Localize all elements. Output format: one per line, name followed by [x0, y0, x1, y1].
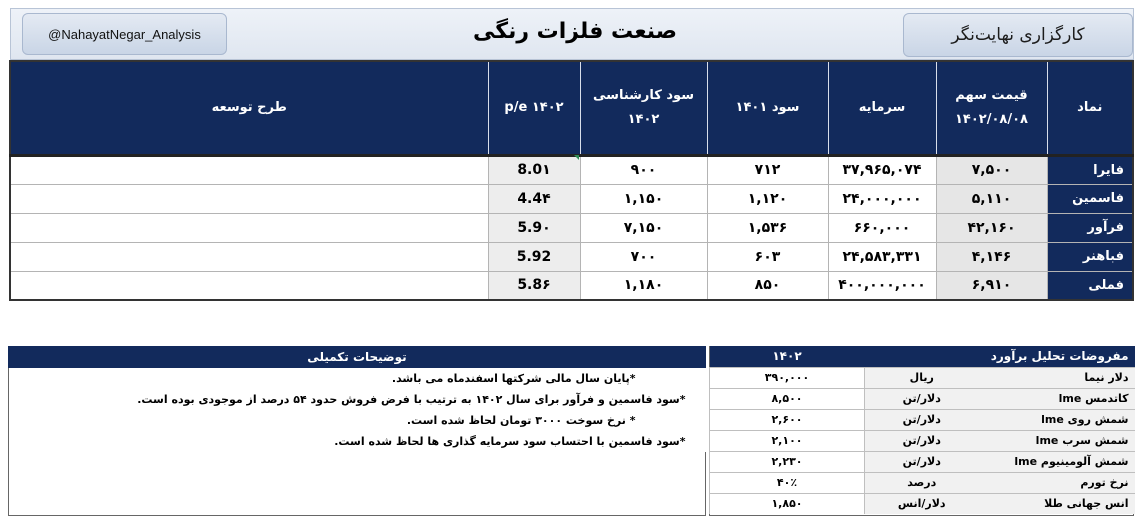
brand-badge: کارگزاری نهایت‌نگر [903, 13, 1133, 57]
table-row [10, 213, 1133, 242]
assumption-label: دلار نیما [979, 367, 1135, 388]
cell-profit-1401[interactable]: ۶۰۳ [707, 242, 828, 271]
handle-badge: @NahayatNegar_Analysis [22, 13, 227, 55]
note-item: * نرخ سوخت ۳۰۰۰ تومان لحاظ شده است. [9, 410, 706, 431]
cell-comment-marker [574, 155, 579, 160]
page-title: صنعت فلزات رنگی [473, 19, 677, 44]
cell-profit-1401[interactable]: ۱,۱۲۰ [707, 184, 828, 213]
table-row [10, 242, 1133, 271]
cell-capital[interactable]: ۲۴,۵۸۳,۳۳۱ [828, 242, 936, 271]
price-header-label: قیمت سهم [955, 87, 1028, 103]
stocks-table [9, 60, 1134, 301]
assumption-row [710, 430, 1135, 451]
cell-plan[interactable] [10, 184, 488, 213]
assumptions-title: مفروضات تحلیل برآورد [865, 346, 1135, 367]
notes-title: توضیحات تکمیلی [9, 347, 706, 368]
cell-profit-1401[interactable]: ۸۵۰ [707, 271, 828, 300]
assumption-unit: دلار/تن [865, 451, 979, 472]
assumptions-year: ۱۴۰۲ [710, 346, 865, 367]
cell-price[interactable]: ۵,۱۱۰ [936, 184, 1047, 213]
cell-expert-profit[interactable]: ۱,۱۸۰ [580, 271, 707, 300]
cell-profit-1401[interactable]: ۱,۵۳۶ [707, 213, 828, 242]
assumption-unit: درصد [865, 472, 979, 493]
cell-plan[interactable] [10, 155, 488, 184]
assumption-unit: دلار/تن [865, 409, 979, 430]
assumption-label: شمش سرب lme [979, 430, 1135, 451]
cell-price[interactable]: ۷,۵۰۰ [936, 155, 1047, 184]
assumption-label: شمش آلومینیوم lme [979, 451, 1135, 472]
column-header-symbol: نماد [1047, 61, 1133, 155]
assumption-unit: ریال [865, 367, 979, 388]
assumption-label: نرخ تورم [979, 472, 1135, 493]
cell-pe[interactable]: 8.0۱ [488, 155, 580, 184]
assumption-value[interactable]: ۳۹۰,۰۰۰ [710, 367, 865, 388]
assumption-label: شمش روی lme [979, 409, 1135, 430]
note-item: *پایان سال مالی شرکتها اسفندماه می باشد. [9, 368, 706, 389]
assumption-unit: دلار/تن [865, 430, 979, 451]
cell-expert-profit[interactable]: ۷,۱۵۰ [580, 213, 707, 242]
cell-plan[interactable] [10, 242, 488, 271]
assumption-label: کاتدمس lme [979, 388, 1135, 409]
cell-symbol[interactable]: فرآور [1047, 213, 1133, 242]
cell-price[interactable]: ۴۲,۱۶۰ [936, 213, 1047, 242]
table-row [10, 271, 1133, 300]
column-header-plan: طرح توسعه [10, 61, 488, 155]
assumption-row [710, 367, 1135, 388]
cell-expert-profit[interactable]: ۷۰۰ [580, 242, 707, 271]
cell-capital[interactable]: ۶۶۰,۰۰۰ [828, 213, 936, 242]
note-item: *سود فاسمین با احتساب سود سرمایه گذاری ها لحاظ شده است. [9, 431, 706, 452]
table-row [10, 155, 1133, 184]
cell-plan[interactable] [10, 213, 488, 242]
assumption-value[interactable]: ۴۰٪ [710, 472, 865, 493]
assumption-value[interactable]: ۱,۸۵۰ [710, 493, 865, 514]
cell-pe[interactable]: 4.4۴ [488, 184, 580, 213]
assumptions-table [709, 346, 1135, 514]
cell-price[interactable]: ۴,۱۴۶ [936, 242, 1047, 271]
cell-capital[interactable]: ۲۴,۰۰۰,۰۰۰ [828, 184, 936, 213]
cell-profit-1401[interactable]: ۷۱۲ [707, 155, 828, 184]
assumption-value[interactable]: ۲,۱۰۰ [710, 430, 865, 451]
cell-plan[interactable] [10, 271, 488, 300]
cell-expert-profit[interactable]: ۹۰۰ [580, 155, 707, 184]
notes-table [8, 346, 706, 452]
table-header-row [10, 61, 1133, 155]
cell-symbol[interactable]: فباهنر [1047, 242, 1133, 271]
assumption-row [710, 493, 1135, 514]
cell-capital[interactable]: ۳۷,۹۶۵,۰۷۴ [828, 155, 936, 184]
assumption-value[interactable]: ۲,۶۰۰ [710, 409, 865, 430]
cell-symbol[interactable]: فاسمین [1047, 184, 1133, 213]
cell-capital[interactable]: ۴۰۰,۰۰۰,۰۰۰ [828, 271, 936, 300]
table-row [10, 184, 1133, 213]
assumption-row [710, 409, 1135, 430]
column-header-capital: سرمایه [828, 61, 936, 155]
column-header-profit-1401: سود ۱۴۰۱ [707, 61, 828, 155]
column-header-pe: p/e ۱۴۰۲ [488, 61, 580, 155]
price-header-date: ۱۴۰۲/۰۸/۰۸ [955, 111, 1028, 127]
assumption-row [710, 388, 1135, 409]
column-header-price [936, 61, 1047, 155]
cell-expert-profit[interactable]: ۱,۱۵۰ [580, 184, 707, 213]
cell-price[interactable]: ۶,۹۱۰ [936, 271, 1047, 300]
cell-symbol[interactable]: فملی [1047, 271, 1133, 300]
assumption-row [710, 451, 1135, 472]
assumption-row [710, 472, 1135, 493]
cell-pe[interactable]: 5.92 [488, 242, 580, 271]
note-item: *سود فاسمین و فرآور برای سال ۱۴۰۲ به ترتیب با فرض فروش حدود ۵۴ درصد از موجودی بوده است. [9, 389, 706, 410]
cell-pe[interactable]: 5.8۶ [488, 271, 580, 300]
assumption-unit: دلار/انس [865, 493, 979, 514]
cell-symbol[interactable]: فایرا [1047, 155, 1133, 184]
column-header-expert-profit: سود کارشناسی ۱۴۰۲ [580, 61, 707, 155]
cell-pe[interactable]: 5.9۰ [488, 213, 580, 242]
assumption-value[interactable]: ۲,۲۳۰ [710, 451, 865, 472]
assumption-value[interactable]: ۸,۵۰۰ [710, 388, 865, 409]
assumption-label: انس جهانی طلا [979, 493, 1135, 514]
assumption-unit: دلار/تن [865, 388, 979, 409]
